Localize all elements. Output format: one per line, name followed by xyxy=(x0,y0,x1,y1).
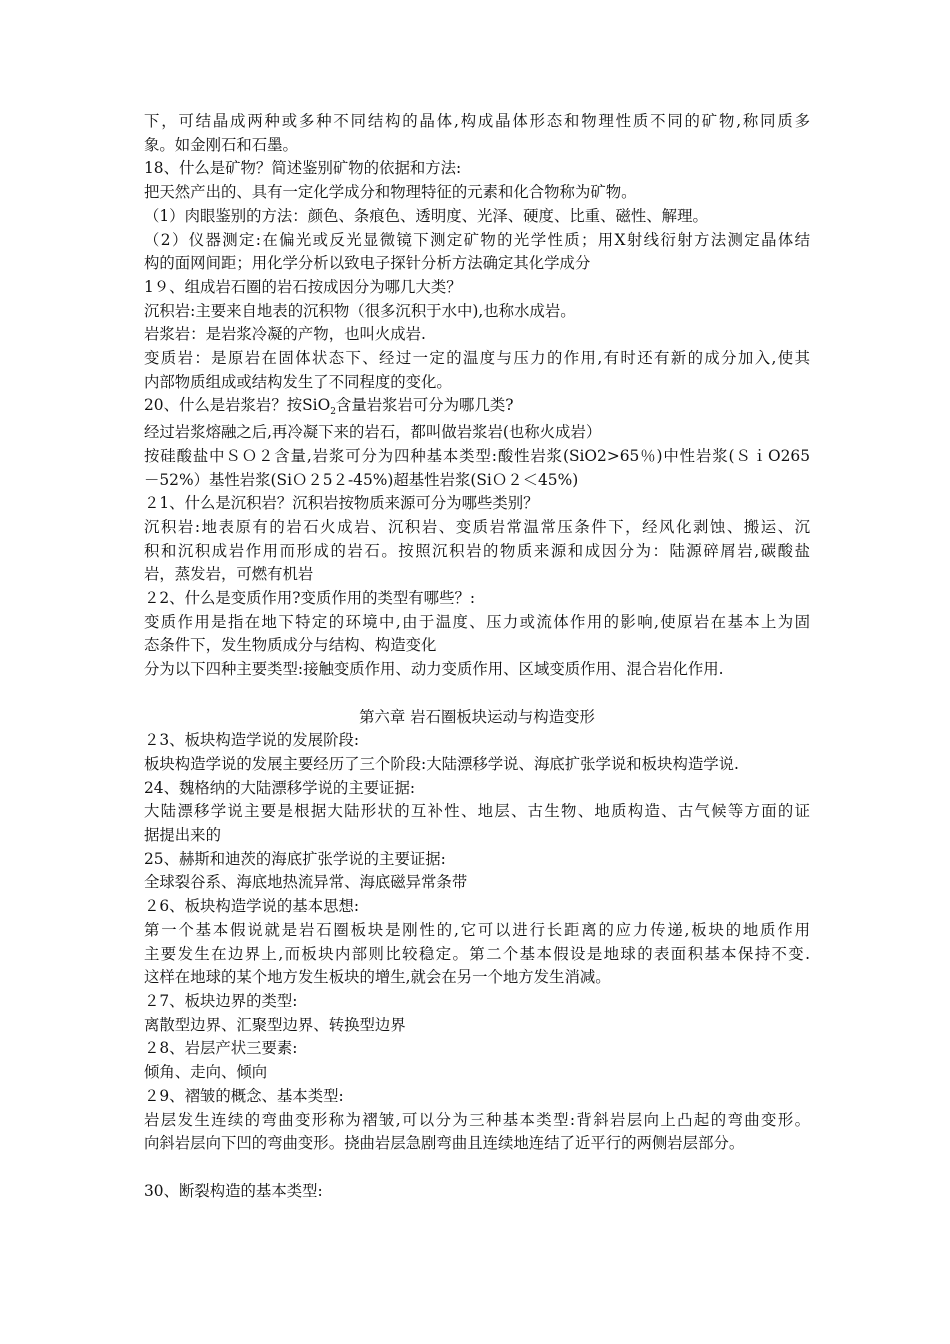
text-line: 分为以下四种主要类型:接触变质作用、动力变质作用、区域变质作用、混合岩化作用. xyxy=(144,660,724,679)
text-line: 按硅酸盐中ＳＯ２含量,岩浆可分为四种基本类型:酸性岩浆(SiO2>65％)中性岩浆(ＳｉO265 xyxy=(144,446,810,465)
question-heading: ２6、板块构造学说的基本思想: xyxy=(144,897,360,916)
text-line: 板块构造学说的发展主要经历了三个阶段:大陆漂移学说、海底扩张学说和板块构造学说. xyxy=(144,754,739,773)
question-text: 20、什么是岩浆岩？按SiO xyxy=(144,396,331,415)
blank-line xyxy=(144,1156,810,1180)
question-heading: 25、赫斯和迪茨的海底扩张学说的主要证据: xyxy=(144,849,446,868)
text-line: 倾角、走向、倾向 xyxy=(144,1063,268,1082)
question-heading: ２8、岩层产状三要素: xyxy=(144,1039,298,1058)
text-line: 态条件下，发生物质成分与结构、构造变化 xyxy=(144,636,437,655)
text-line: 沉积岩:地表原有的岩石火成岩、沉积岩、变质岩常温常压条件下，经风化剥蚀、搬运、沉 xyxy=(144,517,810,536)
question-heading: ２2、什么是变质作用?变质作用的类型有哪些？: xyxy=(144,589,476,608)
text-line: 变质岩：是原岩在固体状态下、经过一定的温度与压力的作用,有时还有新的成分加入,使其 xyxy=(144,349,810,368)
text-line: 构的面网间距；用化学分析以致电子探针分析方法确定其化学成分 xyxy=(144,254,591,273)
text-line: 内部物质组成或结构发生了不同程度的变化。 xyxy=(144,372,452,391)
question-heading: 1９、组成岩石圈的岩石按成因分为哪几大类？ xyxy=(144,277,462,296)
question-heading xyxy=(144,394,810,421)
blank-line xyxy=(144,682,810,706)
text-line: －52%）基性岩浆(SiＯ２5２-45%)超基性岩浆(SiＯ２＜45%) xyxy=(144,470,579,489)
text-line: 把天然产出的、具有一定化学成分和物理特征的元素和化合物称为矿物。 xyxy=(144,183,637,202)
text-line: 岩层发生连续的弯曲变形称为褶皱,可以分为三种基本类型:背斜岩层向上凸起的弯曲变形。 xyxy=(144,1110,810,1129)
text-line: 经过岩浆熔融之后,再冷凝下来的岩石，都叫做岩浆岩(也称火成岩） xyxy=(144,423,602,442)
question-heading: 30、断裂构造的基本类型: xyxy=(144,1181,323,1200)
chapter-title: 第六章 岩石圈板块运动与构造变形 xyxy=(359,707,595,726)
text-line: 全球裂谷系、海底地热流异常、海底磁异常条带 xyxy=(144,873,468,892)
text-line: （2）仪器测定:在偏光或反光显微镜下测定矿物的光学性质；用X射线衍射方法测定晶体结 xyxy=(144,230,810,249)
text-line: 岩，蒸发岩，可燃有机岩 xyxy=(144,565,314,584)
subscript: 2 xyxy=(330,407,336,418)
question-heading: ２7、板块边界的类型: xyxy=(144,992,298,1010)
question-heading: 24、魏格纳的大陆漂移学说的主要证据: xyxy=(144,778,416,797)
text-line: 积和沉积成岩作用而形成的岩石。按照沉积岩的物质来源和成因分为：陆源碎屑岩,碳酸盐 xyxy=(144,541,810,560)
text-line: 向斜岩层向下凹的弯曲变形。挠曲岩层急剧弯曲且连续地连结了近平行的两侧岩层部分。 xyxy=(144,1134,745,1153)
text-line: 据提出来的 xyxy=(144,826,221,845)
text-line: 沉积岩:主要来自地表的沉积物（很多沉积于水中),也称水成岩。 xyxy=(144,301,576,320)
question-heading: ２1、什么是沉积岩？沉积岩按物质来源可分为哪些类别？ xyxy=(144,494,539,513)
question-text-tail: 含量岩浆岩可分为哪几类? xyxy=(335,396,514,415)
text-line: （1）肉眼鉴别的方法：颜色、条痕色、透明度、光泽、硬度、比重、磁性、解理。 xyxy=(144,206,708,225)
text-line: 这样在地球的某个地方发生板块的增生,就会在另一个地方发生消减。 xyxy=(144,968,611,987)
text-line: 离散型边界、汇聚型边界、转换型边界 xyxy=(144,1015,406,1034)
text-line: 主要发生在边界上,而板块内部则比较稳定。第二个基本假设是地球的表面积基本保持不变. xyxy=(144,944,810,963)
text-line: 下，可结晶成两种或多种不同结构的晶体,构成晶体形态和物理性质不同的矿物,称同质多 xyxy=(144,112,810,130)
question-heading: ２3、板块构造学说的发展阶段: xyxy=(144,731,360,750)
document-page xyxy=(144,110,810,1203)
text-line: 大陆漂移学说主要是根据大陆形状的互补性、地层、古生物、地质构造、古气候等方面的证 xyxy=(144,802,810,821)
question-heading: 18、什么是矿物？简述鉴别矿物的依据和方法: xyxy=(144,159,462,178)
question-heading: ２9、褶皱的概念、基本类型: xyxy=(144,1086,344,1105)
text-line: 岩浆岩：是岩浆冷凝的产物，也叫火成岩. xyxy=(144,325,426,344)
text-line: 第一个基本假说就是岩石圈板块是刚性的,它可以进行长距离的应力传递,板块的地质作用 xyxy=(144,920,810,939)
text-line: 象。如金刚石和石墨。 xyxy=(144,135,298,154)
text-line: 变质作用是指在地下特定的环境中,由于温度、压力或流体作用的影响,使原岩在基本上为固 xyxy=(144,612,810,631)
